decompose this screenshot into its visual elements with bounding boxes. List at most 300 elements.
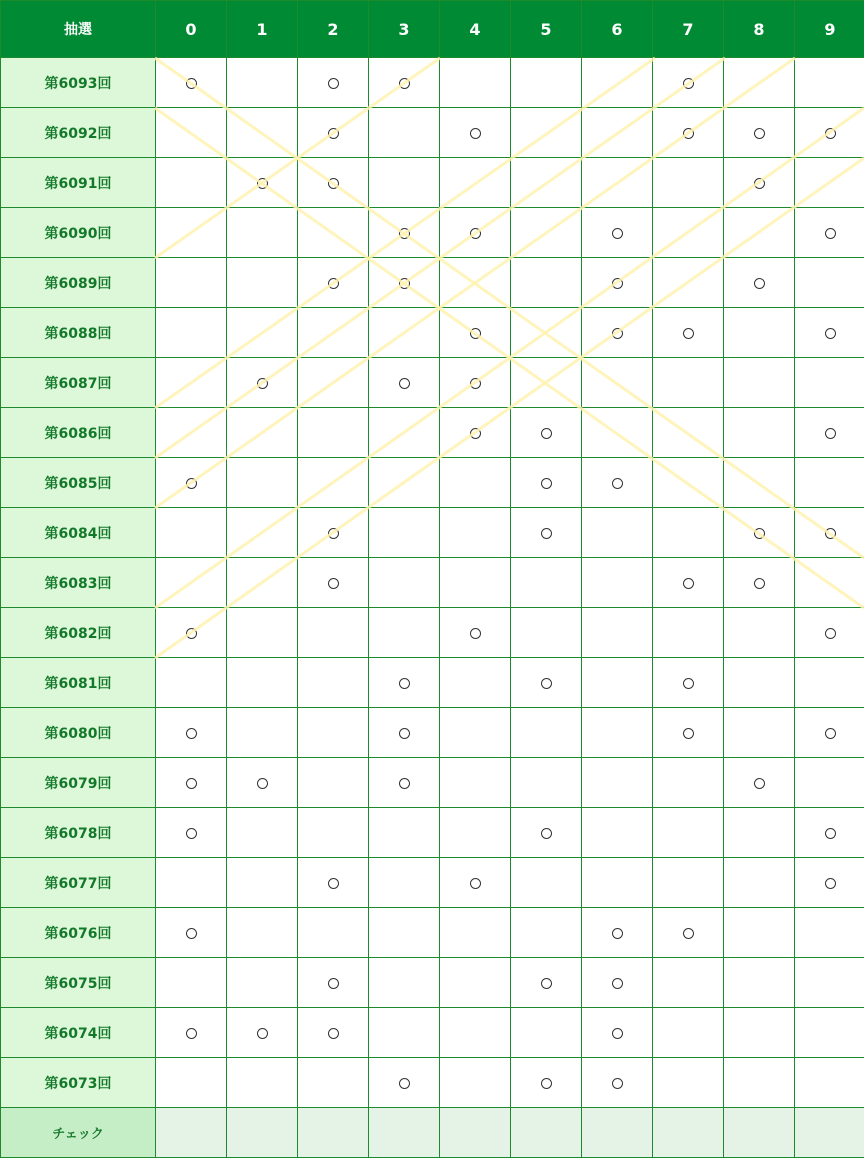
digit-cell-1 [227, 258, 298, 308]
digit-cell-9 [795, 1058, 864, 1108]
digit-cell-5 [511, 408, 582, 458]
digit-cell-3 [369, 358, 440, 408]
draw-number-label: 第6081回 [1, 658, 156, 708]
digit-cell-3 [369, 908, 440, 958]
table-body [1, 58, 864, 1158]
draw-number-label: 第6075回 [1, 958, 156, 1008]
digit-cell-4 [440, 458, 511, 508]
circle-mark-icon [257, 1028, 268, 1039]
circle-mark-icon [683, 928, 694, 939]
digit-cell-7 [653, 58, 724, 108]
check-cell-5[interactable] [511, 1108, 582, 1158]
table-row [1, 358, 864, 408]
check-cell-8[interactable] [724, 1108, 795, 1158]
circle-mark-icon [825, 128, 836, 139]
digit-cell-1 [227, 558, 298, 608]
digit-cell-0 [156, 1058, 227, 1108]
digit-cell-6 [582, 558, 653, 608]
digit-cell-7 [653, 908, 724, 958]
table-row [1, 58, 864, 108]
digit-cell-7 [653, 1058, 724, 1108]
check-cell-0[interactable] [156, 1108, 227, 1158]
digit-cell-6 [582, 58, 653, 108]
table-row [1, 258, 864, 308]
table-row [1, 458, 864, 508]
check-cell-7[interactable] [653, 1108, 724, 1158]
digit-cell-8 [724, 208, 795, 258]
digit-cell-5 [511, 708, 582, 758]
digit-cell-9 [795, 958, 864, 1008]
digit-cell-8 [724, 108, 795, 158]
digit-cell-4 [440, 958, 511, 1008]
digit-cell-8 [724, 308, 795, 358]
digit-cell-4 [440, 358, 511, 408]
draw-number-label: 第6080回 [1, 708, 156, 758]
digit-cell-8 [724, 58, 795, 108]
circle-mark-icon [328, 178, 339, 189]
digit-cell-7 [653, 808, 724, 858]
table-row [1, 1008, 864, 1058]
digit-cell-4 [440, 908, 511, 958]
digit-cell-1 [227, 758, 298, 808]
digit-cell-5 [511, 1058, 582, 1108]
header-digit-7: 7 [653, 1, 724, 58]
circle-mark-icon [186, 78, 197, 89]
check-row-label: チェック [1, 1108, 156, 1158]
circle-mark-icon [754, 578, 765, 589]
circle-mark-icon [186, 478, 197, 489]
digit-cell-4 [440, 858, 511, 908]
circle-mark-icon [470, 228, 481, 239]
digit-cell-0 [156, 308, 227, 358]
digit-cell-2 [298, 708, 369, 758]
digit-cell-9 [795, 558, 864, 608]
digit-cell-0 [156, 658, 227, 708]
digit-cell-9 [795, 608, 864, 658]
circle-mark-icon [683, 128, 694, 139]
digit-cell-1 [227, 1058, 298, 1108]
digit-cell-1 [227, 58, 298, 108]
circle-mark-icon [399, 78, 410, 89]
digit-cell-4 [440, 658, 511, 708]
table-row [1, 658, 864, 708]
circle-mark-icon [754, 128, 765, 139]
digit-cell-5 [511, 958, 582, 1008]
digit-cell-8 [724, 908, 795, 958]
digit-cell-7 [653, 258, 724, 308]
table-row [1, 958, 864, 1008]
digit-cell-7 [653, 558, 724, 608]
circle-mark-icon [825, 628, 836, 639]
digit-cell-8 [724, 658, 795, 708]
digit-cell-0 [156, 358, 227, 408]
circle-mark-icon [825, 428, 836, 439]
digit-cell-2 [298, 508, 369, 558]
circle-mark-icon [399, 728, 410, 739]
draw-number-label: 第6089回 [1, 258, 156, 308]
header-digit-4: 4 [440, 1, 511, 58]
digit-cell-9 [795, 258, 864, 308]
circle-mark-icon [186, 728, 197, 739]
digit-cell-8 [724, 558, 795, 608]
digit-cell-8 [724, 458, 795, 508]
circle-mark-icon [470, 328, 481, 339]
digit-cell-2 [298, 408, 369, 458]
digit-cell-6 [582, 908, 653, 958]
digit-cell-7 [653, 158, 724, 208]
circle-mark-icon [754, 278, 765, 289]
circle-mark-icon [186, 778, 197, 789]
digit-cell-2 [298, 308, 369, 358]
digit-cell-2 [298, 908, 369, 958]
circle-mark-icon [257, 778, 268, 789]
digit-cell-8 [724, 858, 795, 908]
digit-cell-5 [511, 908, 582, 958]
digit-cell-8 [724, 808, 795, 858]
draw-number-label: 第6093回 [1, 58, 156, 108]
circle-mark-icon [612, 278, 623, 289]
draw-number-label: 第6085回 [1, 458, 156, 508]
digit-cell-9 [795, 358, 864, 408]
circle-mark-icon [328, 578, 339, 589]
digit-cell-4 [440, 1008, 511, 1058]
digit-cell-9 [795, 658, 864, 708]
header-digit-0: 0 [156, 1, 227, 58]
circle-mark-icon [683, 678, 694, 689]
circle-mark-icon [825, 328, 836, 339]
table-row [1, 208, 864, 258]
digit-cell-5 [511, 508, 582, 558]
digit-cell-8 [724, 158, 795, 208]
circle-mark-icon [825, 528, 836, 539]
digit-cell-6 [582, 258, 653, 308]
digit-cell-7 [653, 108, 724, 158]
digit-cell-1 [227, 508, 298, 558]
check-row [1, 1108, 864, 1158]
digit-cell-3 [369, 108, 440, 158]
digit-cell-0 [156, 708, 227, 758]
circle-mark-icon [328, 978, 339, 989]
digit-cell-3 [369, 858, 440, 908]
circle-mark-icon [683, 78, 694, 89]
digit-cell-6 [582, 1058, 653, 1108]
digit-cell-2 [298, 1058, 369, 1108]
circle-mark-icon [683, 578, 694, 589]
digit-cell-3 [369, 1058, 440, 1108]
digit-cell-4 [440, 758, 511, 808]
table-row [1, 1058, 864, 1108]
digit-cell-2 [298, 608, 369, 658]
check-cell-1[interactable] [227, 1108, 298, 1158]
digit-cell-2 [298, 858, 369, 908]
digit-cell-0 [156, 508, 227, 558]
digit-cell-1 [227, 908, 298, 958]
table-row [1, 508, 864, 558]
digit-cell-4 [440, 208, 511, 258]
digit-cell-9 [795, 1008, 864, 1058]
circle-mark-icon [754, 178, 765, 189]
digit-cell-5 [511, 658, 582, 708]
digit-cell-4 [440, 558, 511, 608]
digit-cell-2 [298, 758, 369, 808]
table-row [1, 608, 864, 658]
digit-cell-5 [511, 758, 582, 808]
digit-cell-4 [440, 108, 511, 158]
header-digit-1: 1 [227, 1, 298, 58]
digit-cell-8 [724, 508, 795, 558]
digit-cell-3 [369, 508, 440, 558]
circle-mark-icon [612, 978, 623, 989]
check-cell-6[interactable] [582, 1108, 653, 1158]
digit-cell-3 [369, 1008, 440, 1058]
digit-cell-8 [724, 758, 795, 808]
digit-cell-1 [227, 208, 298, 258]
digit-cell-2 [298, 1008, 369, 1058]
digit-cell-6 [582, 758, 653, 808]
table-row [1, 708, 864, 758]
digit-cell-2 [298, 458, 369, 508]
digit-cell-9 [795, 158, 864, 208]
digit-cell-8 [724, 708, 795, 758]
draw-number-label: 第6073回 [1, 1058, 156, 1108]
circle-mark-icon [470, 378, 481, 389]
digit-cell-6 [582, 608, 653, 658]
check-cell-3[interactable] [369, 1108, 440, 1158]
header-digit-3: 3 [369, 1, 440, 58]
digit-cell-5 [511, 208, 582, 258]
digit-cell-4 [440, 258, 511, 308]
circle-mark-icon [328, 1028, 339, 1039]
digit-cell-9 [795, 908, 864, 958]
circle-mark-icon [541, 528, 552, 539]
table-row [1, 858, 864, 908]
circle-mark-icon [825, 728, 836, 739]
header-digit-8: 8 [724, 1, 795, 58]
digit-cell-3 [369, 408, 440, 458]
digit-cell-7 [653, 208, 724, 258]
digit-cell-3 [369, 808, 440, 858]
draw-number-label: 第6091回 [1, 158, 156, 208]
digit-cell-8 [724, 1008, 795, 1058]
circle-mark-icon [612, 478, 623, 489]
digit-cell-2 [298, 358, 369, 408]
table-row [1, 158, 864, 208]
digit-cell-9 [795, 58, 864, 108]
digit-cell-5 [511, 258, 582, 308]
digit-cell-9 [795, 458, 864, 508]
digit-cell-7 [653, 308, 724, 358]
digit-cell-4 [440, 808, 511, 858]
header-draw-label: 抽選 [1, 1, 156, 58]
digit-cell-5 [511, 558, 582, 608]
digit-cell-7 [653, 358, 724, 408]
digit-cell-2 [298, 558, 369, 608]
digit-cell-0 [156, 258, 227, 308]
digit-cell-3 [369, 158, 440, 208]
digit-cell-6 [582, 508, 653, 558]
circle-mark-icon [257, 378, 268, 389]
digit-cell-4 [440, 608, 511, 658]
header-digit-5: 5 [511, 1, 582, 58]
digit-cell-0 [156, 608, 227, 658]
draw-number-label: 第6088回 [1, 308, 156, 358]
circle-mark-icon [683, 728, 694, 739]
check-cell-9[interactable] [795, 1108, 864, 1158]
circle-mark-icon [328, 128, 339, 139]
table-row [1, 308, 864, 358]
circle-mark-icon [399, 778, 410, 789]
digit-cell-9 [795, 108, 864, 158]
digit-cell-7 [653, 958, 724, 1008]
circle-mark-icon [825, 828, 836, 839]
digit-cell-0 [156, 758, 227, 808]
digit-cell-5 [511, 358, 582, 408]
digit-cell-4 [440, 58, 511, 108]
draw-number-label: 第6074回 [1, 1008, 156, 1058]
digit-cell-7 [653, 858, 724, 908]
digit-cell-0 [156, 58, 227, 108]
digit-cell-2 [298, 958, 369, 1008]
circle-mark-icon [399, 378, 410, 389]
digit-cell-9 [795, 508, 864, 558]
digit-cell-0 [156, 858, 227, 908]
check-cell-2[interactable] [298, 1108, 369, 1158]
digit-cell-6 [582, 408, 653, 458]
digit-cell-2 [298, 208, 369, 258]
header-digit-2: 2 [298, 1, 369, 58]
circle-mark-icon [328, 878, 339, 889]
circle-mark-icon [754, 778, 765, 789]
circle-mark-icon [541, 678, 552, 689]
draw-number-label: 第6084回 [1, 508, 156, 558]
digit-cell-5 [511, 108, 582, 158]
draw-number-label: 第6082回 [1, 608, 156, 658]
circle-mark-icon [541, 428, 552, 439]
digit-cell-2 [298, 258, 369, 308]
digit-cell-0 [156, 158, 227, 208]
digit-cell-9 [795, 408, 864, 458]
digit-cell-5 [511, 58, 582, 108]
digit-cell-7 [653, 408, 724, 458]
circle-mark-icon [399, 278, 410, 289]
digit-cell-6 [582, 958, 653, 1008]
header-digit-9: 9 [795, 1, 864, 58]
draw-number-label: 第6077回 [1, 858, 156, 908]
digit-cell-3 [369, 958, 440, 1008]
digit-cell-9 [795, 208, 864, 258]
digit-cell-3 [369, 308, 440, 358]
circle-mark-icon [470, 428, 481, 439]
digit-cell-4 [440, 1058, 511, 1108]
table-row [1, 408, 864, 458]
digit-cell-8 [724, 1058, 795, 1108]
circle-mark-icon [683, 328, 694, 339]
circle-mark-icon [612, 228, 623, 239]
digit-cell-3 [369, 558, 440, 608]
digit-cell-1 [227, 608, 298, 658]
digit-cell-6 [582, 658, 653, 708]
draw-number-label: 第6079回 [1, 758, 156, 808]
digit-cell-3 [369, 58, 440, 108]
table-row [1, 758, 864, 808]
draw-number-label: 第6092回 [1, 108, 156, 158]
header-row [1, 1, 864, 58]
circle-mark-icon [612, 1028, 623, 1039]
digit-cell-3 [369, 758, 440, 808]
digit-cell-6 [582, 358, 653, 408]
digit-cell-6 [582, 858, 653, 908]
digit-cell-5 [511, 608, 582, 658]
draw-number-label: 第6076回 [1, 908, 156, 958]
digit-cell-5 [511, 308, 582, 358]
digit-cell-0 [156, 208, 227, 258]
digit-cell-4 [440, 508, 511, 558]
digit-cell-2 [298, 658, 369, 708]
digit-cell-0 [156, 458, 227, 508]
circle-mark-icon [825, 878, 836, 889]
circle-mark-icon [186, 828, 197, 839]
digit-cell-5 [511, 808, 582, 858]
digit-cell-1 [227, 1008, 298, 1058]
digit-cell-1 [227, 158, 298, 208]
circle-mark-icon [612, 1078, 623, 1089]
digit-cell-1 [227, 808, 298, 858]
circle-mark-icon [541, 978, 552, 989]
digit-cell-7 [653, 708, 724, 758]
digit-cell-7 [653, 758, 724, 808]
digit-cell-6 [582, 208, 653, 258]
digit-cell-6 [582, 708, 653, 758]
draw-number-label: 第6083回 [1, 558, 156, 608]
digit-cell-0 [156, 108, 227, 158]
digit-cell-3 [369, 708, 440, 758]
table-row [1, 108, 864, 158]
digit-cell-8 [724, 608, 795, 658]
circle-mark-icon [470, 878, 481, 889]
table-row [1, 558, 864, 608]
digit-cell-2 [298, 108, 369, 158]
digit-cell-3 [369, 258, 440, 308]
circle-mark-icon [541, 1078, 552, 1089]
circle-mark-icon [328, 528, 339, 539]
digit-cell-8 [724, 258, 795, 308]
digit-cell-0 [156, 1008, 227, 1058]
digit-cell-3 [369, 658, 440, 708]
digit-cell-6 [582, 158, 653, 208]
digit-cell-7 [653, 608, 724, 658]
digit-cell-9 [795, 708, 864, 758]
circle-mark-icon [186, 1028, 197, 1039]
table-header [1, 1, 864, 58]
check-cell-4[interactable] [440, 1108, 511, 1158]
digit-cell-4 [440, 708, 511, 758]
circle-mark-icon [186, 628, 197, 639]
circle-mark-icon [825, 228, 836, 239]
header-digit-6: 6 [582, 1, 653, 58]
digit-cell-9 [795, 758, 864, 808]
digit-cell-0 [156, 808, 227, 858]
digit-cell-1 [227, 408, 298, 458]
circle-mark-icon [754, 528, 765, 539]
digit-cell-4 [440, 158, 511, 208]
digit-cell-8 [724, 358, 795, 408]
circle-mark-icon [541, 828, 552, 839]
digit-cell-6 [582, 808, 653, 858]
digit-cell-1 [227, 858, 298, 908]
digit-cell-6 [582, 308, 653, 358]
digit-cell-3 [369, 608, 440, 658]
digit-cell-7 [653, 458, 724, 508]
